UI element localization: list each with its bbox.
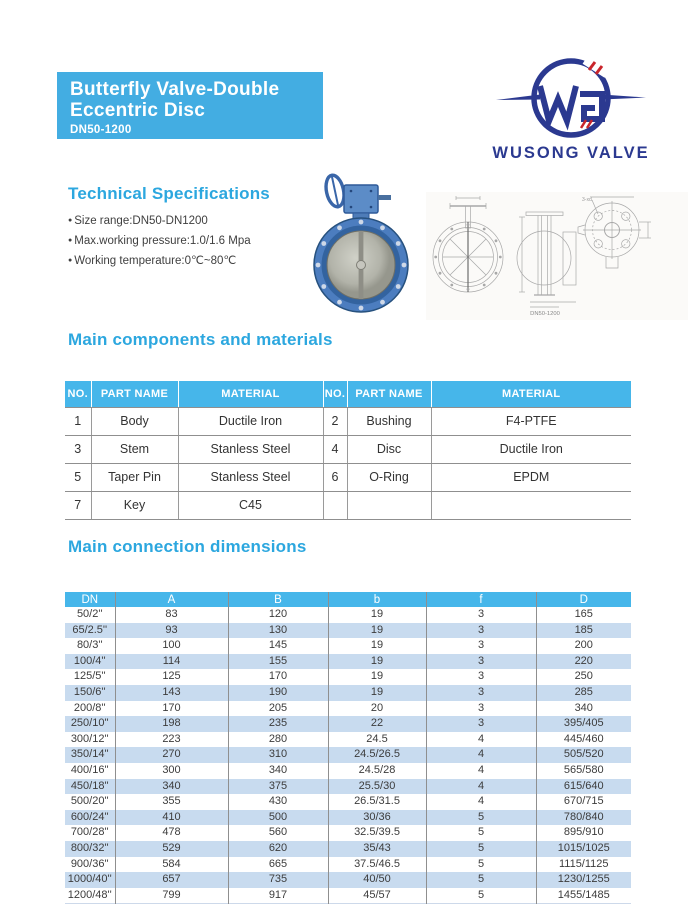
component-no: 3 bbox=[65, 435, 91, 463]
dim-b-upper: 560 bbox=[228, 825, 328, 841]
dim-dn: 700/28'' bbox=[70, 826, 109, 839]
dim-a: 198 bbox=[115, 716, 228, 732]
dim-b-upper: 190 bbox=[228, 685, 328, 701]
dim-a: 584 bbox=[115, 857, 228, 873]
dim-dn: 400/16'' bbox=[70, 763, 109, 776]
dim-f: 3 bbox=[426, 716, 536, 732]
dim-f: 3 bbox=[426, 669, 536, 685]
component-no: 7 bbox=[65, 491, 91, 519]
dim-f: 3 bbox=[426, 685, 536, 701]
dim-b-upper: 155 bbox=[228, 654, 328, 670]
dim-a: 410 bbox=[115, 810, 228, 826]
dim-b-lower: 24.5/26.5 bbox=[328, 747, 426, 763]
side-view-drawing bbox=[517, 212, 576, 307]
dim-b-upper: 917 bbox=[228, 888, 328, 904]
dim-b-upper: 340 bbox=[228, 763, 328, 779]
col-part-name-right: PART NAME bbox=[347, 381, 431, 407]
component-material bbox=[431, 491, 631, 519]
dim-d: 220 bbox=[536, 654, 631, 670]
tech-specs-heading: Technical Specifications bbox=[68, 184, 270, 203]
dim-d: 340 bbox=[536, 701, 631, 717]
dim-d: 445/460 bbox=[536, 732, 631, 748]
dim-b-upper: 170 bbox=[228, 669, 328, 685]
dim-a: 799 bbox=[115, 888, 228, 904]
col-no-left: NO. bbox=[65, 381, 91, 407]
dim-dn: 200/8'' bbox=[73, 701, 106, 714]
dim-dn: 500/20'' bbox=[70, 795, 109, 808]
component-part-name: Disc bbox=[347, 435, 431, 463]
dim-b-lower: 45/57 bbox=[328, 888, 426, 904]
dim-dn: 1200/48'' bbox=[67, 888, 112, 901]
tech-specs-list bbox=[68, 211, 251, 271]
dim-b-upper: 620 bbox=[228, 841, 328, 857]
dim-f: 4 bbox=[426, 794, 536, 810]
dimension-row bbox=[65, 794, 631, 810]
dim-b-lower: 19 bbox=[328, 654, 426, 670]
dim-dn: 600/24'' bbox=[65, 810, 115, 826]
dim-f: 5 bbox=[426, 872, 536, 888]
dim-d: 165 bbox=[536, 607, 631, 623]
dim-dn: 125/5'' bbox=[73, 670, 106, 683]
component-no: 6 bbox=[323, 463, 347, 491]
dim-a: 529 bbox=[115, 841, 228, 857]
dim-d: 1015/1025 bbox=[536, 841, 631, 857]
dim-b-lower: 19 bbox=[328, 685, 426, 701]
component-no bbox=[323, 491, 347, 519]
dim-b-lower: 40/50 bbox=[328, 872, 426, 888]
dim-b-upper: 235 bbox=[228, 716, 328, 732]
col-no-right: NO. bbox=[323, 381, 347, 407]
dim-b-upper: 310 bbox=[228, 747, 328, 763]
dim-d: 285 bbox=[536, 685, 631, 701]
bullet-icon: ● bbox=[68, 217, 73, 224]
component-no: 1 bbox=[65, 407, 91, 435]
dim-b-upper: 205 bbox=[228, 701, 328, 717]
spec-item-size-range: ● Size range:DN50-DN1200 bbox=[68, 215, 208, 227]
dim-f: 4 bbox=[426, 779, 536, 795]
wusong-logo-icon bbox=[486, 50, 656, 170]
dimension-row bbox=[65, 841, 631, 857]
components-table bbox=[65, 381, 631, 520]
dim-a: 125 bbox=[115, 669, 228, 685]
dim-dn: 250/10'' bbox=[65, 716, 115, 732]
front-view-drawing bbox=[433, 196, 503, 292]
top-view-drawing bbox=[578, 197, 651, 268]
dimension-row bbox=[65, 716, 631, 732]
dim-b-upper: 120 bbox=[228, 607, 328, 623]
dimension-row bbox=[65, 638, 631, 654]
dimension-row bbox=[65, 654, 631, 670]
dim-b-upper: 735 bbox=[228, 872, 328, 888]
dimension-row bbox=[65, 701, 631, 717]
butterfly-valve-image bbox=[291, 169, 423, 319]
dim-dn: 65/2.5'' bbox=[65, 623, 115, 639]
col-dn: DN bbox=[65, 592, 115, 607]
component-no: 4 bbox=[323, 435, 347, 463]
brand-text: WUSONG VALVE bbox=[492, 144, 650, 162]
dim-d: 615/640 bbox=[536, 779, 631, 795]
components-row bbox=[65, 491, 631, 519]
component-material: Stanless Steel bbox=[178, 435, 323, 463]
dim-b-lower: 19 bbox=[328, 623, 426, 639]
dim-f: 5 bbox=[426, 810, 536, 826]
dim-b-lower: 20 bbox=[328, 701, 426, 717]
dimension-drawings-image bbox=[426, 192, 688, 320]
bullet-icon: ● bbox=[68, 237, 73, 244]
col-b-lower: b bbox=[328, 592, 426, 607]
size-range-subtitle: DN50-1200 bbox=[70, 124, 132, 136]
spec-item-temperature: ● Working temperature:0℃~80℃ bbox=[68, 255, 237, 267]
dimension-row bbox=[65, 732, 631, 748]
components-row bbox=[65, 407, 631, 435]
dim-b-upper: 665 bbox=[228, 857, 328, 873]
page-title-line1: Butterfly Valve-Double bbox=[70, 79, 280, 100]
dimension-row bbox=[65, 747, 631, 763]
dim-f: 5 bbox=[426, 841, 536, 857]
dim-a: 340 bbox=[115, 779, 228, 795]
dim-dn: 350/14'' bbox=[65, 747, 115, 763]
dim-f: 4 bbox=[426, 747, 536, 763]
col-a: A bbox=[115, 592, 228, 607]
dim-d: 185 bbox=[536, 623, 631, 639]
dim-d: 1115/1125 bbox=[536, 857, 631, 873]
dim-a: 100 bbox=[115, 638, 228, 654]
dimension-row bbox=[65, 825, 631, 841]
dim-b-lower: 30/36 bbox=[328, 810, 426, 826]
dim-d: 250 bbox=[536, 669, 631, 685]
dim-d: 505/520 bbox=[536, 747, 631, 763]
components-row bbox=[65, 435, 631, 463]
dim-f: 3 bbox=[426, 654, 536, 670]
dimension-row bbox=[65, 857, 631, 873]
dim-b-lower: 37.5/46.5 bbox=[328, 857, 426, 873]
valve-drawings bbox=[426, 192, 688, 320]
dimension-row bbox=[65, 763, 631, 779]
dim-b-lower: 32.5/39.5 bbox=[328, 825, 426, 841]
dim-f: 5 bbox=[426, 888, 536, 904]
dim-f: 3 bbox=[426, 701, 536, 717]
dim-a: 143 bbox=[115, 685, 228, 701]
dimensions-heading: Main connection dimensions bbox=[68, 537, 307, 556]
dim-a: 170 bbox=[115, 701, 228, 717]
col-material-left: MATERIAL bbox=[178, 381, 323, 407]
dim-d: 780/840 bbox=[536, 810, 631, 826]
component-material: Ductile Iron bbox=[178, 407, 323, 435]
dim-a: 93 bbox=[115, 623, 228, 639]
dim-dn: 80/3'' bbox=[76, 639, 103, 652]
dim-b-lower: 22 bbox=[328, 716, 426, 732]
dim-d: 395/405 bbox=[536, 716, 631, 732]
component-part-name: Body bbox=[91, 407, 178, 435]
spec-item-pressure: ● Max.working pressure:1.0/1.6 Mpa bbox=[68, 235, 251, 247]
dimension-row bbox=[65, 607, 631, 623]
dim-a: 83 bbox=[115, 607, 228, 623]
bolt-annotation: 3-xd bbox=[582, 197, 592, 203]
dim-b-upper: 375 bbox=[228, 779, 328, 795]
component-part-name: O-Ring bbox=[347, 463, 431, 491]
dim-a: 300 bbox=[115, 763, 228, 779]
dim-f: 5 bbox=[426, 825, 536, 841]
component-material: Ductile Iron bbox=[431, 435, 631, 463]
dim-b-lower: 19 bbox=[328, 638, 426, 654]
dimension-row bbox=[65, 779, 631, 795]
dim-dn: 800/32'' bbox=[65, 841, 115, 857]
component-part-name: Taper Pin bbox=[91, 463, 178, 491]
dimension-row bbox=[65, 810, 631, 826]
title-banner bbox=[57, 72, 323, 139]
drawing-label: DN50-1200 bbox=[530, 311, 560, 317]
dim-f: 3 bbox=[426, 638, 536, 654]
col-b-upper: B bbox=[228, 592, 328, 607]
component-material: EPDM bbox=[431, 463, 631, 491]
dim-d: 895/910 bbox=[536, 825, 631, 841]
component-material: C45 bbox=[178, 491, 323, 519]
component-part-name: Key bbox=[91, 491, 178, 519]
component-no: 2 bbox=[323, 407, 347, 435]
valve-photo bbox=[291, 169, 423, 319]
dim-d: 200 bbox=[536, 638, 631, 654]
dim-b-lower: 19 bbox=[328, 669, 426, 685]
components-row bbox=[65, 463, 631, 491]
col-material-right: MATERIAL bbox=[431, 381, 631, 407]
page-title-line2: Eccentric Disc bbox=[70, 100, 206, 121]
component-part-name: Bushing bbox=[347, 407, 431, 435]
dim-d: 670/715 bbox=[536, 794, 631, 810]
dim-b-lower: 35/43 bbox=[328, 841, 426, 857]
dim-a: 114 bbox=[115, 654, 228, 670]
dim-dn: 100/4'' bbox=[65, 654, 115, 670]
col-part-name-left: PART NAME bbox=[91, 381, 178, 407]
dim-a: 657 bbox=[115, 872, 228, 888]
dim-f: 4 bbox=[426, 732, 536, 748]
bullet-icon: ● bbox=[68, 257, 73, 264]
dim-dn: 450/18'' bbox=[65, 779, 115, 795]
dimension-row bbox=[65, 685, 631, 701]
component-part-name bbox=[347, 491, 431, 519]
component-no: 5 bbox=[65, 463, 91, 491]
dim-b-upper: 130 bbox=[228, 623, 328, 639]
dim-b-lower: 24.5/28 bbox=[328, 763, 426, 779]
dimension-row bbox=[65, 888, 631, 904]
dim-d: 1455/1485 bbox=[536, 888, 631, 904]
company-logo bbox=[486, 50, 656, 170]
dim-dn: 150/6'' bbox=[65, 685, 115, 701]
dimensions-header-row bbox=[65, 592, 631, 607]
dim-a: 223 bbox=[115, 732, 228, 748]
dimension-row bbox=[65, 623, 631, 639]
dimensions-table bbox=[65, 592, 631, 904]
dim-a: 478 bbox=[115, 825, 228, 841]
components-header-row bbox=[65, 381, 631, 407]
dim-b-upper: 430 bbox=[228, 794, 328, 810]
dim-f: 4 bbox=[426, 763, 536, 779]
dim-dn: 300/12'' bbox=[70, 732, 109, 745]
dim-b-upper: 145 bbox=[228, 638, 328, 654]
dim-b-lower: 25.5/30 bbox=[328, 779, 426, 795]
dim-d: 565/580 bbox=[536, 763, 631, 779]
component-part-name: Stem bbox=[91, 435, 178, 463]
dim-dn: 50/2'' bbox=[76, 608, 103, 620]
components-heading: Main components and materials bbox=[68, 330, 333, 349]
dim-f: 3 bbox=[426, 607, 536, 623]
dim-d: 1230/1255 bbox=[536, 872, 631, 888]
dim-b-upper: 500 bbox=[228, 810, 328, 826]
col-f: f bbox=[426, 592, 536, 607]
dimension-row bbox=[65, 669, 631, 685]
dimension-row bbox=[65, 872, 631, 888]
dim-f: 3 bbox=[426, 623, 536, 639]
dim-a: 355 bbox=[115, 794, 228, 810]
dim-dn: 1000/40'' bbox=[65, 872, 115, 888]
col-d: D bbox=[536, 592, 631, 607]
component-material: Stanless Steel bbox=[178, 463, 323, 491]
dim-b-lower: 19 bbox=[328, 607, 426, 623]
dim-b-lower: 24.5 bbox=[328, 732, 426, 748]
dim-b-upper: 280 bbox=[228, 732, 328, 748]
dim-a: 270 bbox=[115, 747, 228, 763]
dim-f: 5 bbox=[426, 857, 536, 873]
component-material: F4-PTFE bbox=[431, 407, 631, 435]
dim-dn: 900/36'' bbox=[70, 857, 109, 870]
dim-b-lower: 26.5/31.5 bbox=[328, 794, 426, 810]
